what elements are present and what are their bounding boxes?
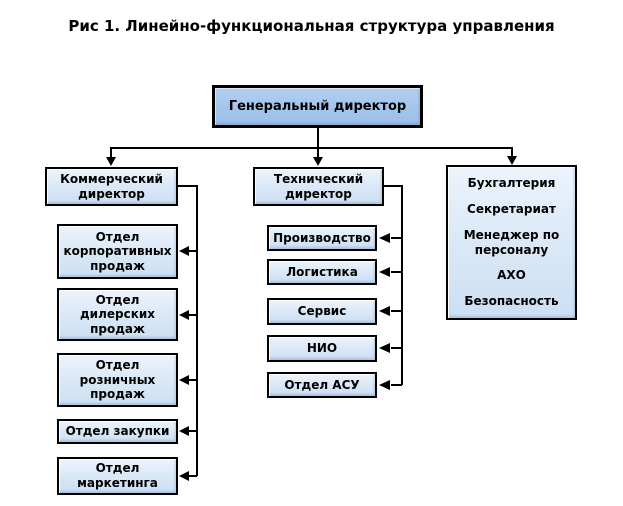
department-box-asu — [267, 372, 377, 398]
branch-box-commercial-director — [45, 167, 178, 206]
connector-commercial-rail — [178, 186, 197, 476]
department-label: Сервис — [297, 304, 347, 319]
department-label: Отдел дилерских продаж — [79, 292, 156, 336]
branch-label: Коммерческий директор — [60, 171, 163, 201]
department-box-corporate-sales — [57, 224, 178, 279]
department-box-retail-sales — [57, 353, 178, 407]
arrowhead-to-staff — [507, 156, 517, 165]
department-box-marketing — [57, 457, 178, 495]
department-label: Отдел розничных продаж — [79, 358, 156, 402]
department-label: Производство — [273, 230, 371, 245]
connector-technical-rail — [384, 186, 402, 385]
department-box-purchasing — [57, 419, 178, 444]
staff-unit: Секретариат — [467, 201, 556, 216]
staff-unit: АХО — [497, 268, 526, 283]
staff-unit: Менеджер по персоналу — [463, 227, 560, 257]
department-box-dealer-sales — [57, 288, 178, 341]
staff-unit: Безопасность — [464, 294, 559, 309]
department-label: НИО — [306, 341, 338, 356]
department-box-service — [267, 298, 377, 325]
department-label: Отдел закупки — [65, 424, 170, 439]
department-label: Отдел корпоративных продаж — [63, 229, 172, 273]
branch-label: Технический директор — [273, 171, 364, 201]
department-box-production — [267, 225, 377, 251]
department-label: Логистика — [286, 264, 358, 279]
connector-top-rail — [111, 148, 512, 160]
figure-caption: Рис 1. Линейно-функциональная структура управления — [68, 17, 555, 35]
arrowhead-to-commercial — [106, 157, 116, 166]
arrowhead-to-technical — [313, 157, 323, 166]
department-label: Отдел маркетинга — [77, 461, 158, 490]
department-label: Отдел АСУ — [284, 377, 360, 392]
staff-units-box — [446, 165, 577, 320]
department-box-logistics — [267, 259, 377, 285]
department-box-nio — [267, 335, 377, 362]
root-box-label: Генеральный директор — [228, 98, 407, 114]
root-box-general-director — [212, 85, 423, 128]
staff-unit: Бухгалтерия — [467, 176, 556, 190]
branch-box-technical-director — [253, 167, 384, 206]
